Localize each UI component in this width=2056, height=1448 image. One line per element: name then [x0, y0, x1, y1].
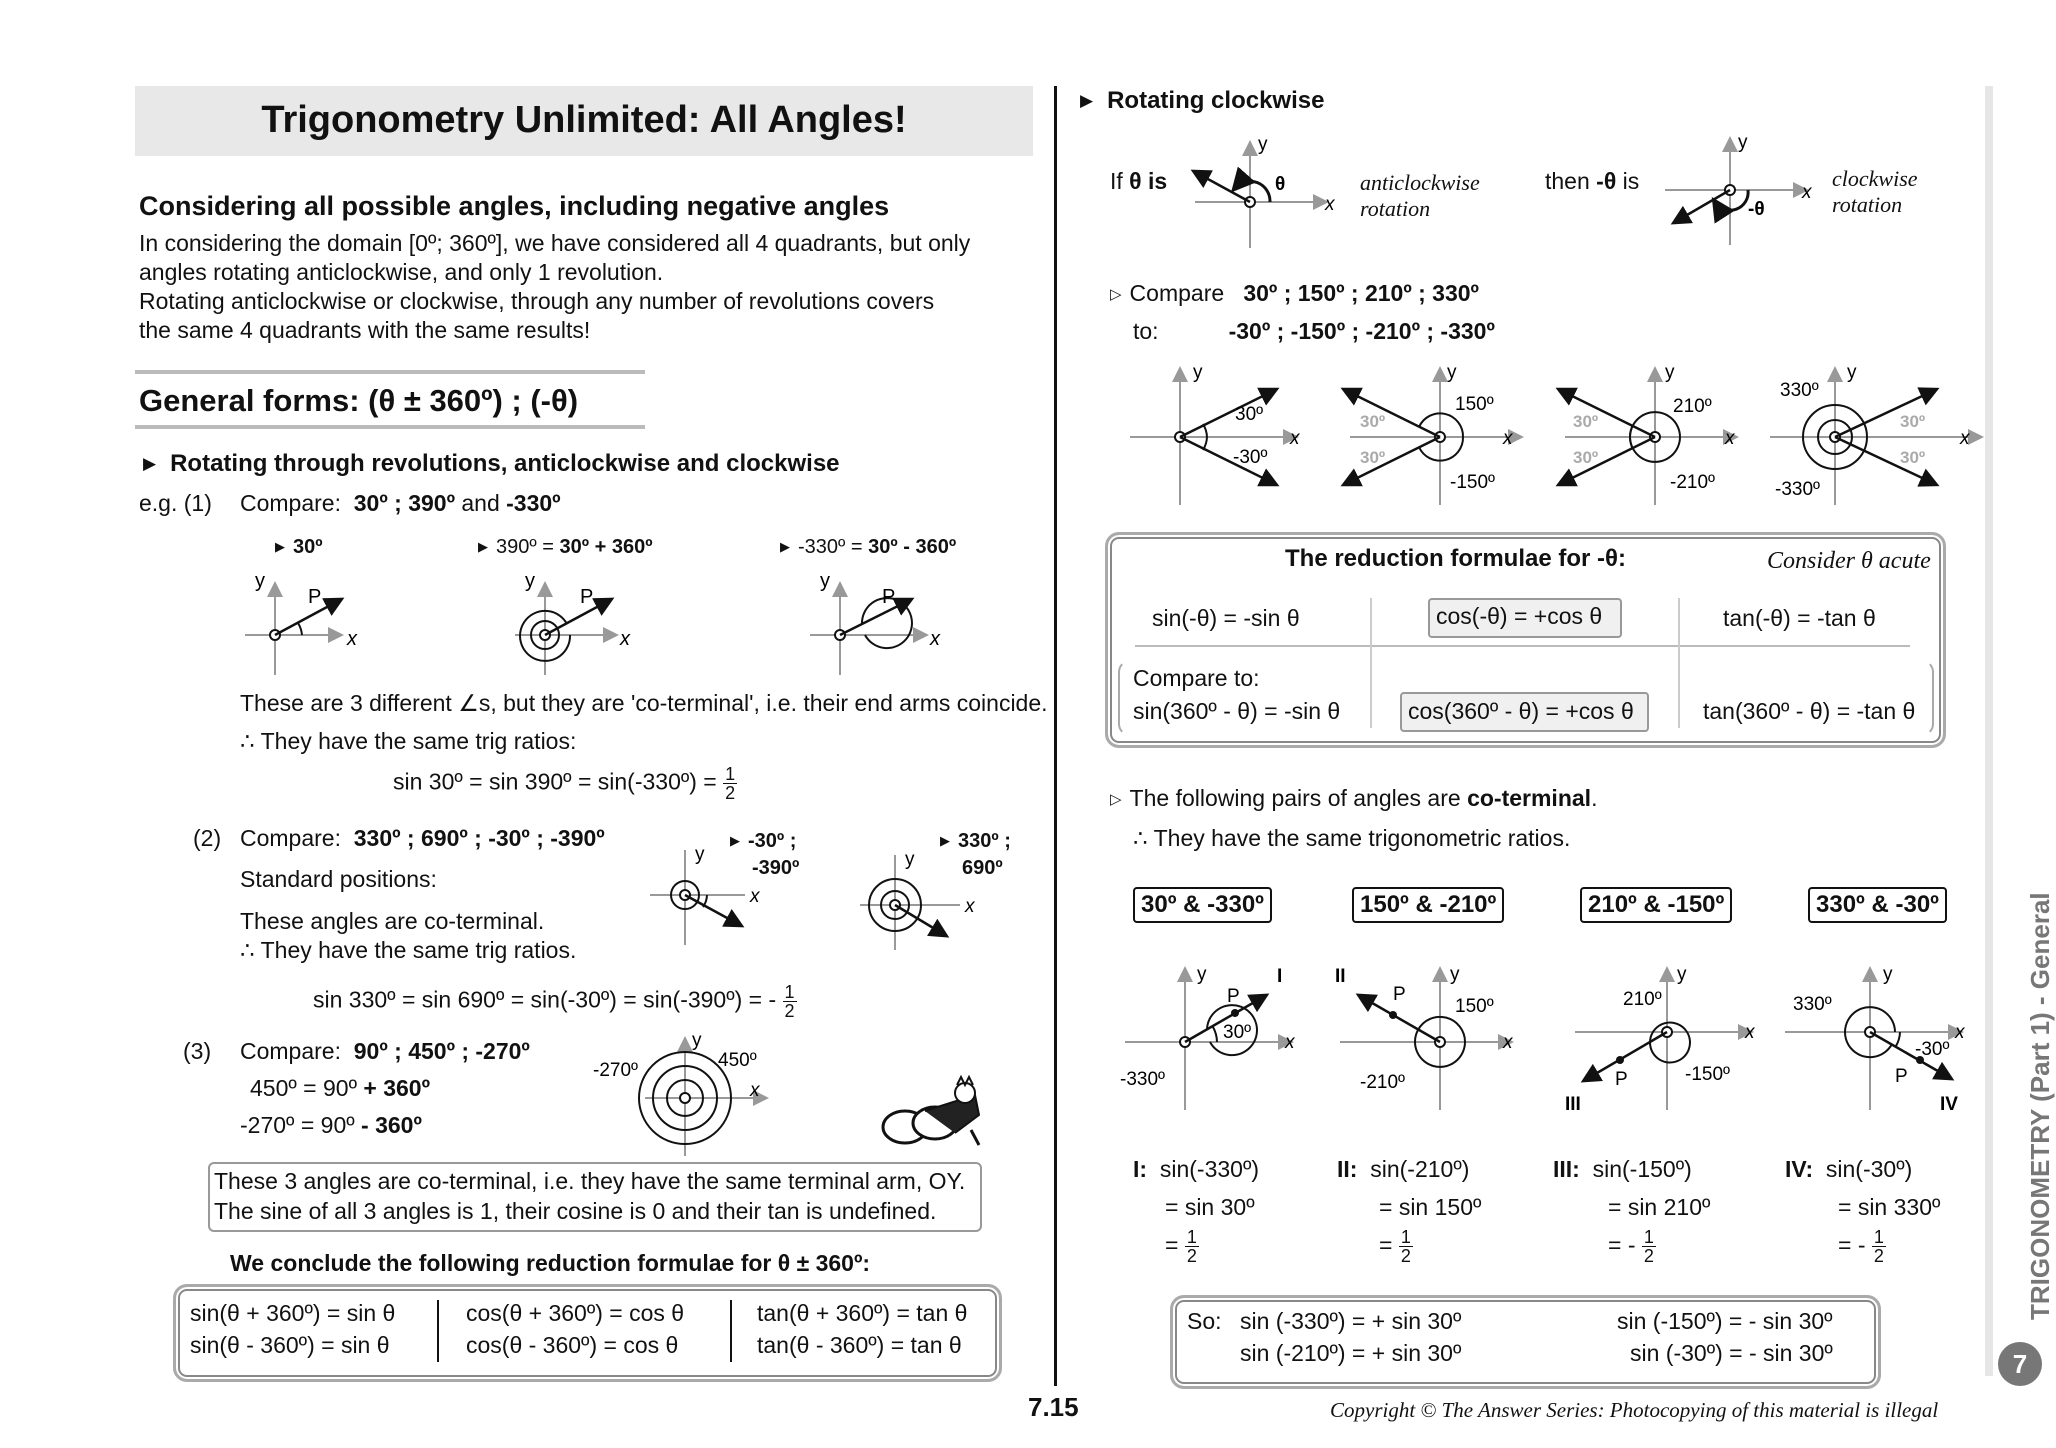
svg-text:x: x — [930, 628, 940, 650]
svg-text:x: x — [1960, 428, 1970, 449]
reduction-tan-360: tan(360º - θ) = -tan θ — [1703, 698, 1916, 724]
svg-text:-30º: -30º — [1233, 447, 1268, 468]
svg-text:x: x — [1802, 182, 1812, 203]
eg2-coterminal: These angles are co-terminal. — [240, 908, 545, 934]
formula-tan-minus: tan(θ - 360º) = tan θ — [757, 1332, 962, 1358]
formula-cos-plus: cos(θ + 360º) = cos θ — [466, 1300, 685, 1326]
eg1-sub1: ▶ 30º — [275, 535, 323, 559]
result-IV: IV: sin(-30º) = sin 330º = - $\frac{1}{2}$ — [1785, 1156, 1941, 1267]
reduction-neg-rule — [1135, 645, 1910, 647]
eg2-equation: sin 330º = sin 690º = sin(-30º) = sin(-390º) = - $\frac{1}{2}$ — [313, 982, 795, 1021]
svg-text:-150º: -150º — [1685, 1064, 1730, 1085]
diagram-quadrant-IV — [1785, 964, 1966, 1115]
svg-text:210º: 210º — [1673, 396, 1712, 417]
svg-text:-330º: -330º — [1775, 479, 1820, 500]
general-forms-heading: General forms: (θ ± 360º) ; (-θ) — [139, 383, 579, 418]
pair-box-3: 210º & -150º — [1580, 887, 1732, 923]
svg-text:-270º: -270º — [593, 1060, 638, 1081]
quadrant-diagrams — [1115, 960, 1995, 1130]
formula-cos-minus: cos(θ - 360º) = cos θ — [466, 1332, 679, 1358]
eg2-sub1: ▶ -30º ; -390º — [730, 828, 799, 882]
eg1-compare: Compare: 30º ; 390º and -330º — [240, 490, 561, 516]
formula-sin-minus: sin(θ - 360º) = sin θ — [190, 1332, 390, 1358]
svg-text:x: x — [1745, 1022, 1755, 1043]
reduction-cos: cos(-θ) = +cos θ — [1436, 603, 1603, 629]
coterminal-box-line1: These 3 angles are co-terminal, i.e. they have the same terminal arm, OY. — [214, 1168, 966, 1194]
svg-text:x: x — [1285, 1032, 1295, 1053]
svg-text:-150º: -150º — [1450, 472, 1495, 493]
diagram-quadrant-III — [1565, 964, 1756, 1115]
reduction-compare-to: Compare to: — [1133, 665, 1260, 691]
eg1-sub2: ▶ 390º = 30º + 360º — [478, 535, 653, 559]
side-tab-number: 7 — [2012, 1349, 2028, 1379]
svg-text:P: P — [882, 586, 896, 608]
svg-text:P: P — [1227, 986, 1240, 1007]
pairs-therefore: ∴ They have the same trigonometric ratios. — [1133, 825, 1571, 851]
eg1-equation: sin 30º = sin 390º = sin(-330º) = $\frac{1}{2}$ — [393, 764, 736, 803]
svg-text:IV: IV — [1940, 1094, 1958, 1115]
intro-line-3: Rotating anticlockwise or clockwise, through any number of revolutions covers — [139, 288, 935, 314]
svg-text:30º: 30º — [1573, 448, 1599, 467]
svg-text:y: y — [1847, 362, 1857, 383]
eg1-prefix: e.g. (1) — [139, 490, 212, 516]
svg-text:x: x — [620, 628, 630, 650]
pair-box-1: 30º & -330º — [1133, 887, 1272, 923]
eg1-sub3: ▶ -330º = 30º - 360º — [780, 535, 956, 559]
reduction-sin-360: sin(360º - θ) = -sin θ — [1133, 698, 1341, 724]
page-title: Trigonometry Unlimited: All Angles! — [261, 99, 907, 141]
eg1-therefore: ∴ They have the same trig ratios: — [240, 728, 577, 754]
coterminal-box-line2: The sine of all 3 angles is 1, their cosine is 0 and their tan is undefined. — [214, 1198, 937, 1224]
theta-diagram — [1185, 130, 1335, 250]
svg-text:x: x — [1725, 428, 1735, 449]
intro-line-1: In considering the domain [0º; 360º], we have considered all 4 quadrants, but only — [139, 230, 971, 256]
svg-text:30º: 30º — [1360, 412, 1386, 431]
revolutions-heading: ▶ Rotating through revolutions, anticlockwise and clockwise — [143, 450, 840, 479]
eg2-prefix: (2) — [193, 825, 222, 851]
side-tab-text: TRIGONOMETRY (Part 1) - General — [2025, 892, 2055, 1320]
svg-text:y: y — [1450, 964, 1460, 985]
intro-line-4: the same 4 quadrants with the same results! — [139, 317, 591, 343]
svg-text:30º: 30º — [1223, 1022, 1252, 1043]
label-y: y — [255, 570, 265, 592]
so-line-d: sin (-30º) = - sin 30º — [1630, 1340, 1833, 1366]
so-line-b: sin (-150º) = - sin 30º — [1617, 1308, 1833, 1334]
eg3-compare: Compare: 90º ; 450º ; -270º — [240, 1038, 530, 1064]
svg-text:y: y — [692, 1030, 702, 1051]
general-forms-rule-bottom — [135, 425, 645, 429]
svg-text:y: y — [1197, 964, 1207, 985]
svg-text:x: x — [750, 886, 760, 907]
diagram-210-neg210 — [1560, 362, 1736, 505]
svg-text:P: P — [308, 586, 322, 608]
eg3-line2: -270º = 90º - 360º — [240, 1112, 422, 1138]
intro-line-2: angles rotating anticlockwise, and only 1 revolution. — [139, 259, 664, 285]
diagram-150-neg150 — [1345, 362, 1520, 505]
svg-text:30º: 30º — [1900, 412, 1926, 431]
svg-text:x: x — [1503, 428, 1513, 449]
diagram-330 — [860, 849, 976, 950]
svg-text:-θ: -θ — [1748, 199, 1765, 220]
compare-positive: ▷ Compare 30º ; 150º ; 210º ; 330º — [1110, 280, 1479, 308]
svg-text:-330º: -330º — [1120, 1069, 1165, 1090]
diagram-30 — [245, 570, 358, 675]
svg-text:y: y — [1677, 964, 1687, 985]
general-forms-rule-top — [135, 370, 645, 374]
diagram-neg330 — [810, 570, 941, 675]
svg-text:y: y — [905, 849, 915, 870]
svg-text:y: y — [1738, 132, 1748, 153]
formula-sin-plus: sin(θ + 360º) = sin θ — [190, 1300, 396, 1326]
svg-text:x: x — [1290, 428, 1300, 449]
reduction-cos-360: cos(360º - θ) = +cos θ — [1408, 698, 1634, 724]
eg2-diagrams — [645, 840, 985, 950]
clockwise-heading: ▶ Rotating clockwise — [1080, 87, 1324, 116]
pair-box-2: 150º & -210º — [1352, 887, 1504, 923]
svg-text:30º: 30º — [1900, 448, 1926, 467]
result-II: II: sin(-210º) = sin 150º = $\frac{1}{2}$ — [1337, 1156, 1482, 1267]
anticlockwise-label: anticlockwise rotation — [1360, 170, 1480, 222]
svg-text:y: y — [1883, 964, 1893, 985]
svg-text:x: x — [750, 1080, 760, 1101]
svg-text:y: y — [525, 570, 535, 592]
eg3-line1: 450º = 90º + 360º — [250, 1075, 430, 1101]
page-number: 7.15 — [1028, 1392, 1079, 1422]
then-neg-theta: then -θ is — [1545, 168, 1640, 194]
so-line-a: sin (-330º) = + sin 30º — [1240, 1308, 1462, 1334]
compare-negative: to: -30º ; -150º ; -210º ; -330º — [1133, 318, 1495, 344]
formula-tan-plus: tan(θ + 360º) = tan θ — [757, 1300, 968, 1326]
neg-theta-diagram — [1660, 130, 1810, 250]
formulae-divider-1 — [437, 1300, 439, 1362]
svg-text:30º: 30º — [1573, 412, 1599, 431]
reduction-neg-note: Consider θ acute — [1767, 548, 1931, 574]
svg-text:30º: 30º — [1235, 404, 1264, 425]
clockwise-label: clockwise rotation — [1832, 166, 1918, 218]
svg-text:150º: 150º — [1455, 996, 1494, 1017]
diagram-quadrant-II — [1335, 964, 1514, 1110]
svg-text:30º: 30º — [1360, 448, 1386, 467]
eg3-diagram — [590, 1028, 780, 1158]
reduction-sin: sin(-θ) = -sin θ — [1152, 605, 1300, 631]
svg-text:-30º: -30º — [1915, 1039, 1950, 1060]
svg-text:III: III — [1565, 1094, 1581, 1115]
diagram-330-neg330 — [1770, 362, 1980, 505]
svg-text:330º: 330º — [1780, 380, 1819, 401]
diagram-390 — [515, 570, 631, 675]
pairs-intro: ▷ The following pairs of angles are co-terminal. — [1110, 785, 1597, 813]
svg-text:150º: 150º — [1455, 394, 1494, 415]
svg-text:II: II — [1335, 966, 1346, 987]
svg-text:y: y — [1665, 362, 1675, 383]
eg1-note: These are 3 different ∠s, but they are 'co-terminal', i.e. their end arms coincide. — [240, 690, 1048, 716]
svg-text:450º: 450º — [718, 1050, 757, 1071]
so-label: So: — [1187, 1308, 1222, 1334]
svg-text:y: y — [1193, 362, 1203, 383]
fraction-half: $\frac{1}{2}$ — [784, 982, 795, 1021]
svg-text:330º: 330º — [1793, 994, 1832, 1015]
result-III: III: sin(-150º) = sin 210º = - $\frac{1}{2}$ — [1553, 1156, 1711, 1267]
reduction-neg-title: The reduction formulae for -θ: — [1285, 545, 1626, 572]
eg2-sub2: ▶ 330º ; 690º — [940, 828, 1011, 882]
diagram-neg30 — [650, 844, 761, 945]
svg-text:210º: 210º — [1623, 989, 1662, 1010]
conclude-heading: We conclude the following reduction formulae for θ ± 360º: — [230, 1250, 871, 1276]
svg-text:-210º: -210º — [1670, 472, 1715, 493]
svg-text:x: x — [965, 896, 975, 917]
svg-text:y: y — [1258, 134, 1268, 155]
svg-text:P: P — [1895, 1066, 1908, 1087]
svg-text:y: y — [1447, 362, 1457, 383]
column-divider — [1054, 86, 1057, 1386]
svg-text:x: x — [1503, 1032, 1513, 1053]
pair-box-4: 330º & -30º — [1808, 887, 1947, 923]
reduction-tan: tan(-θ) = -tan θ — [1723, 605, 1876, 631]
cartoon-icon — [875, 1075, 985, 1150]
result-I: I: sin(-330º) = sin 30º = $\frac{1}{2}$ — [1133, 1156, 1259, 1267]
diagram-quadrant-I — [1120, 964, 1296, 1110]
if-theta: If θ is — [1110, 168, 1168, 194]
compare-diagrams — [1125, 360, 1985, 510]
svg-text:-210º: -210º — [1360, 1072, 1405, 1093]
svg-text:x: x — [1955, 1022, 1965, 1043]
formulae-divider-2 — [730, 1300, 732, 1362]
eg2-therefore: ∴ They have the same trig ratios. — [240, 937, 577, 963]
diagram-30-neg30 — [1130, 362, 1301, 505]
section-heading: Considering all possible angles, including negative angles — [139, 191, 890, 221]
side-tab-bar — [1985, 86, 1993, 1376]
svg-text:I: I — [1277, 966, 1283, 987]
svg-text:P: P — [580, 586, 594, 608]
eg1-diagrams — [230, 565, 950, 675]
svg-text:x: x — [347, 628, 357, 650]
svg-text:y: y — [695, 844, 705, 865]
eg3-prefix: (3) — [183, 1038, 212, 1064]
eg2-compare: Compare: 330º ; 690º ; -30º ; -390º — [240, 825, 605, 851]
eg2-standard: Standard positions: — [240, 866, 437, 892]
svg-text:y: y — [820, 570, 830, 592]
svg-text:P: P — [1615, 1069, 1628, 1090]
so-line-c: sin (-210º) = + sin 30º — [1240, 1340, 1462, 1366]
svg-text:P: P — [1393, 984, 1406, 1005]
svg-text:x: x — [1325, 194, 1335, 215]
fraction-half: $\frac{1}{2}$ — [725, 764, 736, 803]
svg-text:θ: θ — [1275, 174, 1286, 195]
copyright: Copyright © The Answer Series: Photocopying of this material is illegal — [1330, 1398, 1939, 1422]
